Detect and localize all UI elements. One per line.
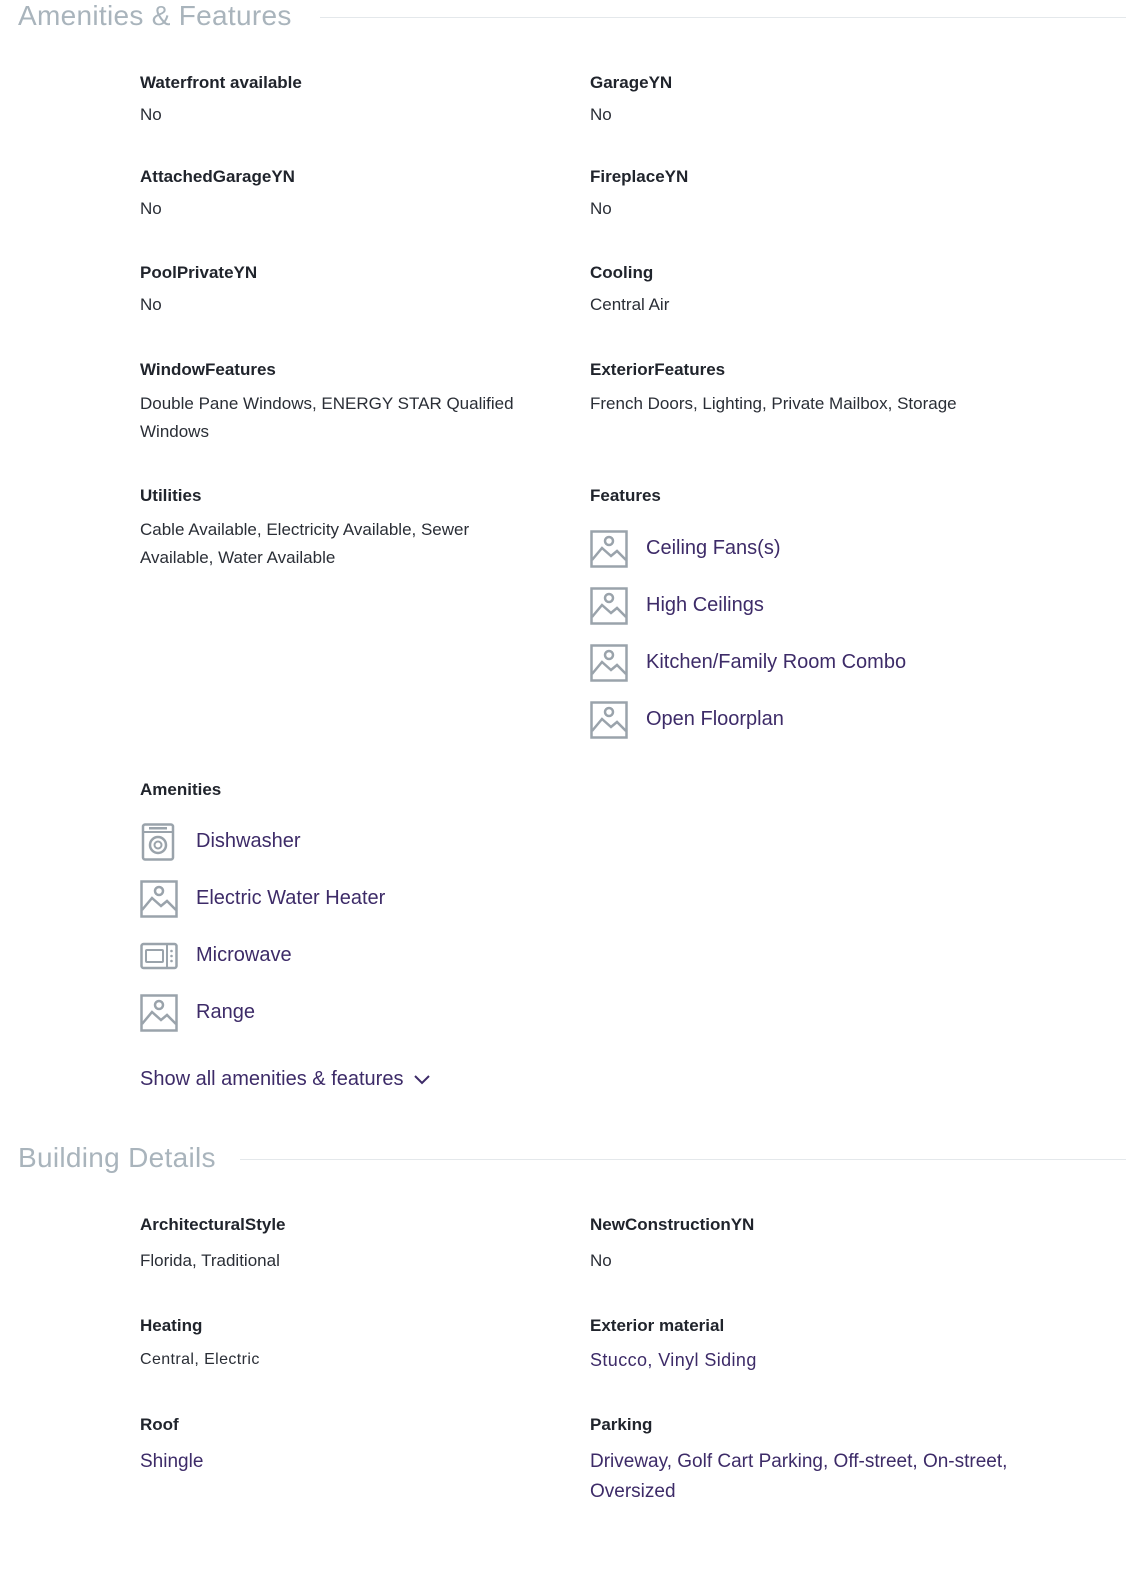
field-label: Exterior material (590, 1316, 725, 1335)
field-roof (140, 1415, 560, 1477)
feature-label: Open Floorplan (646, 708, 784, 730)
amenity-label: Electric Water Heater (196, 887, 386, 909)
field-value: No (590, 1251, 612, 1270)
amenities-list (140, 813, 385, 1041)
section-divider (240, 1159, 1126, 1160)
field-value: French Doors, Lighting, Private Mailbox, Storage (590, 394, 957, 413)
feature-label: High Ceilings (646, 594, 764, 616)
field-label: Cooling (590, 263, 654, 282)
field-heating (140, 1316, 560, 1374)
show-all-amenities-link[interactable] (140, 1068, 431, 1091)
field-value: Central, Electric (140, 1351, 260, 1368)
list-item (140, 870, 385, 927)
field-value: Driveway, Golf Cart Parking, Off-street, On-street, Oversized (590, 1451, 1008, 1502)
microwave-icon (140, 937, 178, 975)
list-item (590, 691, 906, 748)
field-label: Waterfront available (140, 73, 302, 92)
image-placeholder-icon (140, 994, 178, 1032)
chevron-down-icon (413, 1074, 431, 1086)
field-value: No (590, 105, 612, 124)
field-label: Roof (140, 1415, 179, 1434)
amenity-label: Microwave (196, 944, 292, 966)
list-item (140, 813, 385, 870)
field-label: GarageYN (590, 73, 673, 92)
field-exterior-features (590, 360, 1110, 418)
field-value: Stucco, Vinyl Siding (590, 1350, 757, 1370)
feature-label: Kitchen/Family Room Combo (646, 651, 907, 673)
amenity-label: Range (196, 1001, 255, 1023)
field-value: Cable Available, Electricity Available, Sewer Available, Water Available (140, 520, 470, 567)
building-section-title: Building Details (18, 1142, 230, 1174)
features-list (590, 520, 906, 748)
field-parking (590, 1415, 1010, 1507)
dishwasher-icon (140, 823, 178, 861)
list-item (140, 927, 385, 984)
field-value: No (140, 105, 162, 124)
field-fireplace (590, 167, 1010, 223)
list-item (590, 520, 906, 577)
field-window-features (140, 360, 550, 446)
field-label: ArchitecturalStyle (140, 1215, 286, 1234)
features-label: Features (590, 486, 661, 505)
field-label: NewConstructionYN (590, 1215, 755, 1234)
field-label: FireplaceYN (590, 167, 689, 186)
image-placeholder-icon (590, 587, 628, 625)
field-architectural-style (140, 1215, 560, 1275)
field-attached-garage (140, 167, 560, 223)
field-exterior-material (590, 1316, 1010, 1374)
feature-label: Ceiling Fans(s) (646, 537, 781, 559)
field-value: Shingle (140, 1451, 204, 1472)
show-all-label: Show all amenities & features (140, 1068, 404, 1090)
image-placeholder-icon (590, 644, 628, 682)
field-label: AttachedGarageYN (140, 167, 295, 186)
field-value: Central Air (590, 295, 670, 314)
field-label: PoolPrivateYN (140, 263, 258, 282)
field-label: Parking (590, 1415, 653, 1434)
list-item (590, 577, 906, 634)
field-utilities (140, 486, 540, 572)
field-value: No (140, 295, 162, 314)
amenities-label: Amenities (140, 780, 222, 799)
field-garage (590, 73, 1010, 129)
field-label: ExteriorFeatures (590, 360, 726, 379)
amenities-group (140, 780, 560, 800)
field-pool-private (140, 263, 560, 319)
list-item (590, 634, 906, 691)
field-waterfront (140, 73, 560, 129)
field-cooling (590, 263, 1010, 319)
field-value: Double Pane Windows, ENERGY STAR Qualified Windows (140, 394, 514, 441)
amenity-label: Dishwasher (196, 830, 301, 852)
field-value: No (140, 199, 162, 218)
list-item (140, 984, 385, 1041)
image-placeholder-icon (590, 530, 628, 568)
features-group (590, 486, 1110, 506)
field-new-construction (590, 1215, 1010, 1275)
field-label: WindowFeatures (140, 360, 276, 379)
amenities-section-title: Amenities & Features (18, 0, 306, 32)
field-value: Florida, Traditional (140, 1251, 280, 1270)
field-value: No (590, 199, 612, 218)
field-label: Utilities (140, 486, 202, 505)
field-label: Heating (140, 1316, 203, 1335)
image-placeholder-icon (590, 701, 628, 739)
image-placeholder-icon (140, 880, 178, 918)
section-divider (320, 17, 1126, 18)
